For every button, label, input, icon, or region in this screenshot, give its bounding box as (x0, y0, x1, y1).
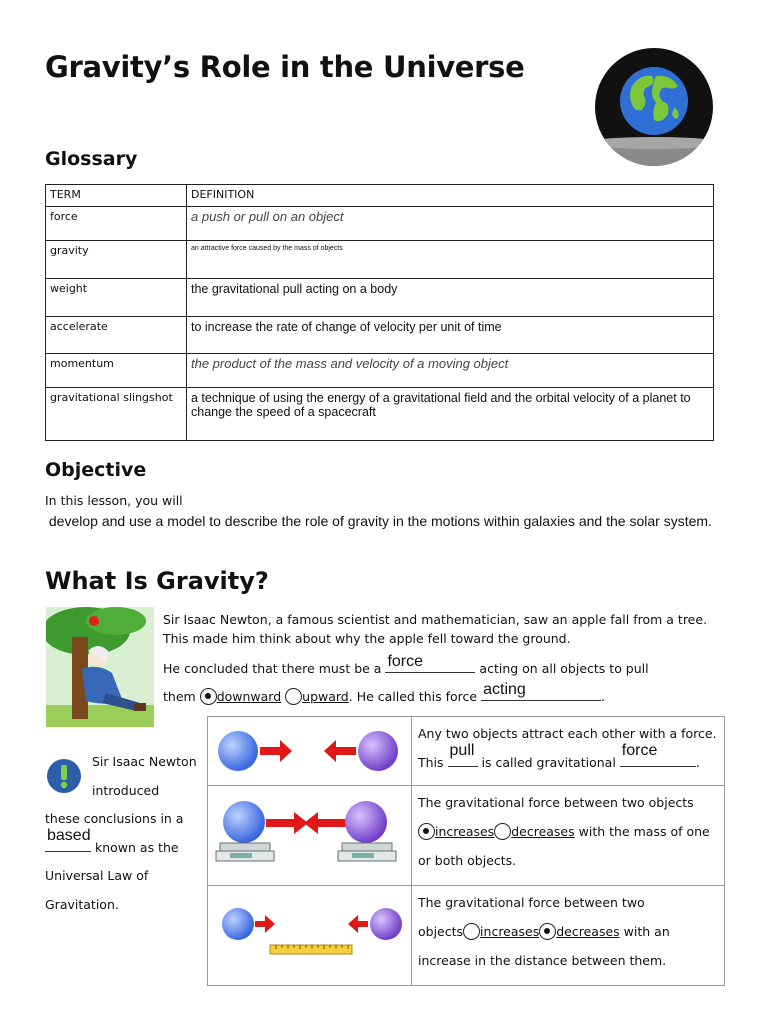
conclusion-text-b: acting on all objects to pull (479, 661, 649, 676)
force2-answer: force (621, 742, 658, 759)
grid-r3-line-c: increase in the distance between them. (418, 953, 667, 968)
term-cell: force (46, 207, 187, 241)
sidebar-line-4 (45, 827, 179, 862)
grid-r3-b: with an (623, 924, 670, 939)
definition-cell[interactable]: the gravitational pull acting on a body (187, 279, 714, 317)
grid-r3-line-b (418, 917, 718, 946)
table-header-row (46, 185, 714, 207)
table-row (46, 279, 714, 317)
attraction-diagram (208, 717, 412, 781)
term-cell: accelerate (46, 317, 187, 354)
exclamation-icon (46, 758, 82, 794)
sidebar-line-2: introduced (92, 783, 160, 798)
mass-increases-label: increases (435, 824, 495, 839)
table-row (46, 354, 714, 388)
left-scale (216, 843, 274, 861)
distance-decreases-label: decreases (556, 924, 620, 939)
based-answer: based (47, 827, 91, 844)
grid-text-cell-3 (412, 886, 725, 986)
force-answer: force (387, 653, 424, 670)
direction-text-a: them (163, 689, 196, 704)
table-row (46, 388, 714, 441)
upward-label: upward (302, 689, 349, 704)
distance-increases-label: increases (480, 924, 540, 939)
definition-cell[interactable]: a technique of using the energy of a gravitational field and the orbital velocity of a planet to change the speed of a spacecraft (187, 388, 714, 441)
blue-sphere (223, 801, 265, 843)
ruler-icon (270, 945, 352, 954)
grid-r1-mid: is called gravitational (481, 755, 616, 770)
direction-text-b: . He called this force (348, 689, 478, 704)
purple-sphere (345, 801, 387, 843)
based-blank[interactable] (45, 827, 91, 852)
table-row (46, 317, 714, 354)
mass-increases-radio[interactable] (418, 823, 435, 840)
direction-end: . (601, 689, 606, 704)
conclusion-text-a: He concluded that there must be a (163, 661, 382, 676)
objective-heading: Objective (45, 459, 147, 481)
conclusion-line (163, 653, 723, 678)
grid-text-3 (412, 886, 724, 977)
grid-row (208, 886, 725, 986)
right-scale (338, 843, 396, 861)
mass-decreases-radio[interactable] (494, 823, 511, 840)
grid-r2-line-a: The gravitational force between two objects (418, 795, 694, 810)
grid-r1-this: This (418, 755, 444, 770)
newton-apple-illustration (46, 607, 154, 727)
sidebar-line-4-text: known as the (94, 840, 179, 855)
left-arrow (304, 812, 346, 834)
distance-diagram-cell (208, 886, 412, 986)
newton-paragraph: Sir Isaac Newton, a famous scientist and mathematician, saw an apple fall from a tree. This made him think about why the apple fell toward the ground. (163, 612, 708, 646)
definition-cell[interactable]: the product of the mass and velocity of a moving object (187, 354, 714, 388)
pull-blank[interactable] (448, 742, 478, 767)
grid-row (208, 786, 725, 886)
glossary-table (45, 184, 714, 441)
downward-radio[interactable] (200, 688, 217, 705)
downward-label: downward (216, 689, 282, 704)
left-arrow (324, 740, 356, 762)
table-row (46, 207, 714, 241)
distance-decreases-radio[interactable] (539, 923, 556, 940)
distance-diagram (208, 886, 412, 981)
page-title: Gravity’s Role in the Universe (45, 50, 525, 84)
mass-diagram-cell (208, 786, 412, 886)
sidebar-line-3: these conclusions in a (45, 811, 184, 826)
distance-increases-radio[interactable] (463, 923, 480, 940)
purple-sphere (358, 731, 398, 771)
table-row (46, 241, 714, 279)
right-arrow (266, 812, 308, 834)
term-cell: weight (46, 279, 187, 317)
force2-blank[interactable] (620, 742, 696, 767)
pull-answer: pull (449, 742, 475, 759)
blue-sphere (222, 908, 254, 940)
grid-r3-line-a: The gravitational force between two (418, 895, 645, 910)
mass-decreases-label: decreases (511, 824, 575, 839)
direction-line (163, 681, 723, 706)
what-is-gravity-heading: What Is Gravity? (45, 567, 269, 595)
sidebar-line-5: Universal Law of (45, 868, 149, 883)
grid-r1-end: . (695, 755, 700, 770)
gravity-grid (207, 716, 725, 986)
objective-intro: In this lesson, you will (45, 493, 183, 508)
upward-radio[interactable] (285, 688, 302, 705)
grid-text-cell-1 (412, 717, 725, 786)
sidebar-line-1: Sir Isaac Newton (92, 754, 197, 769)
term-cell: momentum (46, 354, 187, 388)
term-cell: gravitational slingshot (46, 388, 187, 441)
grid-text-cell-2 (412, 786, 725, 886)
objective-body: develop and use a model to describe the role of gravity in the motions within galaxies and the solar system. (48, 513, 712, 529)
glossary-heading: Glossary (45, 148, 138, 170)
definition-cell[interactable]: an attractive force caused by the mass of objects (187, 241, 714, 279)
grid-text-2 (412, 786, 724, 877)
definition-cell[interactable]: to increase the rate of change of velocity per unit of time (187, 317, 714, 354)
mass-diagram (208, 786, 412, 881)
acting-blank[interactable] (481, 681, 601, 701)
right-arrow (260, 740, 292, 762)
purple-sphere (370, 908, 402, 940)
grid-r3-objects: objects (418, 924, 464, 939)
grid-r2-b: with the mass of one (578, 824, 710, 839)
acting-answer: acting (483, 681, 526, 698)
grid-row (208, 717, 725, 786)
blue-sphere (218, 731, 258, 771)
attraction-diagram-cell (208, 717, 412, 786)
grid-text-1 (412, 717, 724, 779)
right-arrow (255, 915, 275, 933)
left-arrow (348, 915, 368, 933)
definition-cell[interactable]: a push or pull on an object (187, 207, 714, 241)
sidebar-line-6: Gravitation. (45, 897, 119, 912)
grid-r1-line-b (418, 742, 718, 777)
column-header-definition: DEFINITION (187, 185, 714, 207)
grid-r1-line-a: Any two objects attract each other with a force. (418, 726, 717, 741)
column-header-term: TERM (46, 185, 187, 207)
grid-r2-line-c: or both objects. (418, 853, 517, 868)
term-cell: gravity (46, 241, 187, 279)
objective-text[interactable] (45, 513, 725, 530)
grid-r2-line-b (418, 817, 718, 846)
force-blank[interactable] (385, 653, 475, 673)
earth-moon-icon (594, 46, 714, 170)
